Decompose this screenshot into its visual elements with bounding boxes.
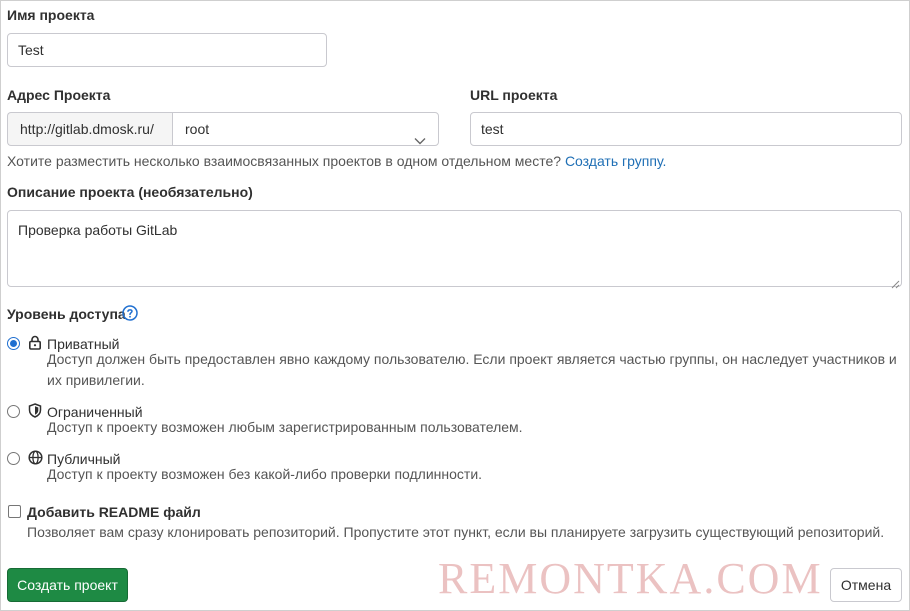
namespace-select[interactable]	[172, 112, 439, 146]
globe-icon	[28, 450, 43, 468]
shield-icon	[28, 403, 42, 421]
project-address-prefix: http://gitlab.dmosk.ru/	[7, 112, 173, 146]
project-name-label: Имя проекта	[7, 7, 95, 23]
project-url-input[interactable]	[470, 112, 902, 146]
group-hint	[7, 153, 666, 169]
visibility-radio-internal[interactable]	[7, 405, 20, 418]
resize-grip-icon[interactable]	[891, 276, 900, 292]
description-textarea[interactable]	[7, 210, 902, 287]
project-address-label: Адрес Проекта	[7, 87, 111, 103]
cancel-button[interactable]: Отмена	[830, 568, 902, 602]
create-project-button[interactable]: Создать проект	[7, 568, 128, 602]
visibility-radio-private[interactable]	[7, 337, 20, 350]
readme-checkbox[interactable]	[8, 505, 21, 518]
namespace-select-value: root	[185, 121, 210, 137]
project-name-input[interactable]	[7, 33, 327, 67]
project-url-label: URL проекта	[470, 87, 558, 103]
readme-desc: Позволяет вам сразу клонировать репозиторий. Пропустите этот пункт, если вы планируете загрузить существующий репозиторий.	[27, 524, 885, 540]
create-group-link[interactable]: Создать группу.	[564, 153, 667, 169]
visibility-option-title: Ограниченный	[47, 404, 143, 420]
visibility-option-desc: Доступ к проекту возможен любым зарегистрированным пользователем.	[47, 419, 523, 435]
watermark-text: REMONTKA.COM	[438, 554, 823, 603]
visibility-option-title: Публичный	[47, 451, 121, 467]
chevron-down-icon	[414, 124, 426, 156]
lock-icon	[28, 335, 42, 353]
visibility-option-desc: Доступ к проекту возможен без какой-либо проверки подлинности.	[47, 466, 483, 482]
question-circle-icon[interactable]	[122, 305, 138, 324]
visibility-option-title: Приватный	[47, 336, 120, 352]
readme-label[interactable]: Добавить README файл	[27, 504, 201, 520]
visibility-label: Уровень доступа	[7, 306, 126, 322]
group-hint-text: Хотите разместить несколько взаимосвязанных проектов в одном отдельном месте?	[7, 153, 562, 169]
description-label: Описание проекта (необязательно)	[7, 184, 253, 200]
visibility-radio-public[interactable]	[7, 452, 20, 465]
visibility-option-desc: Доступ должен быть предоставлен явно каждому пользователю. Если проект является частью группы, он наследует участников и их привилегии.	[47, 351, 897, 388]
